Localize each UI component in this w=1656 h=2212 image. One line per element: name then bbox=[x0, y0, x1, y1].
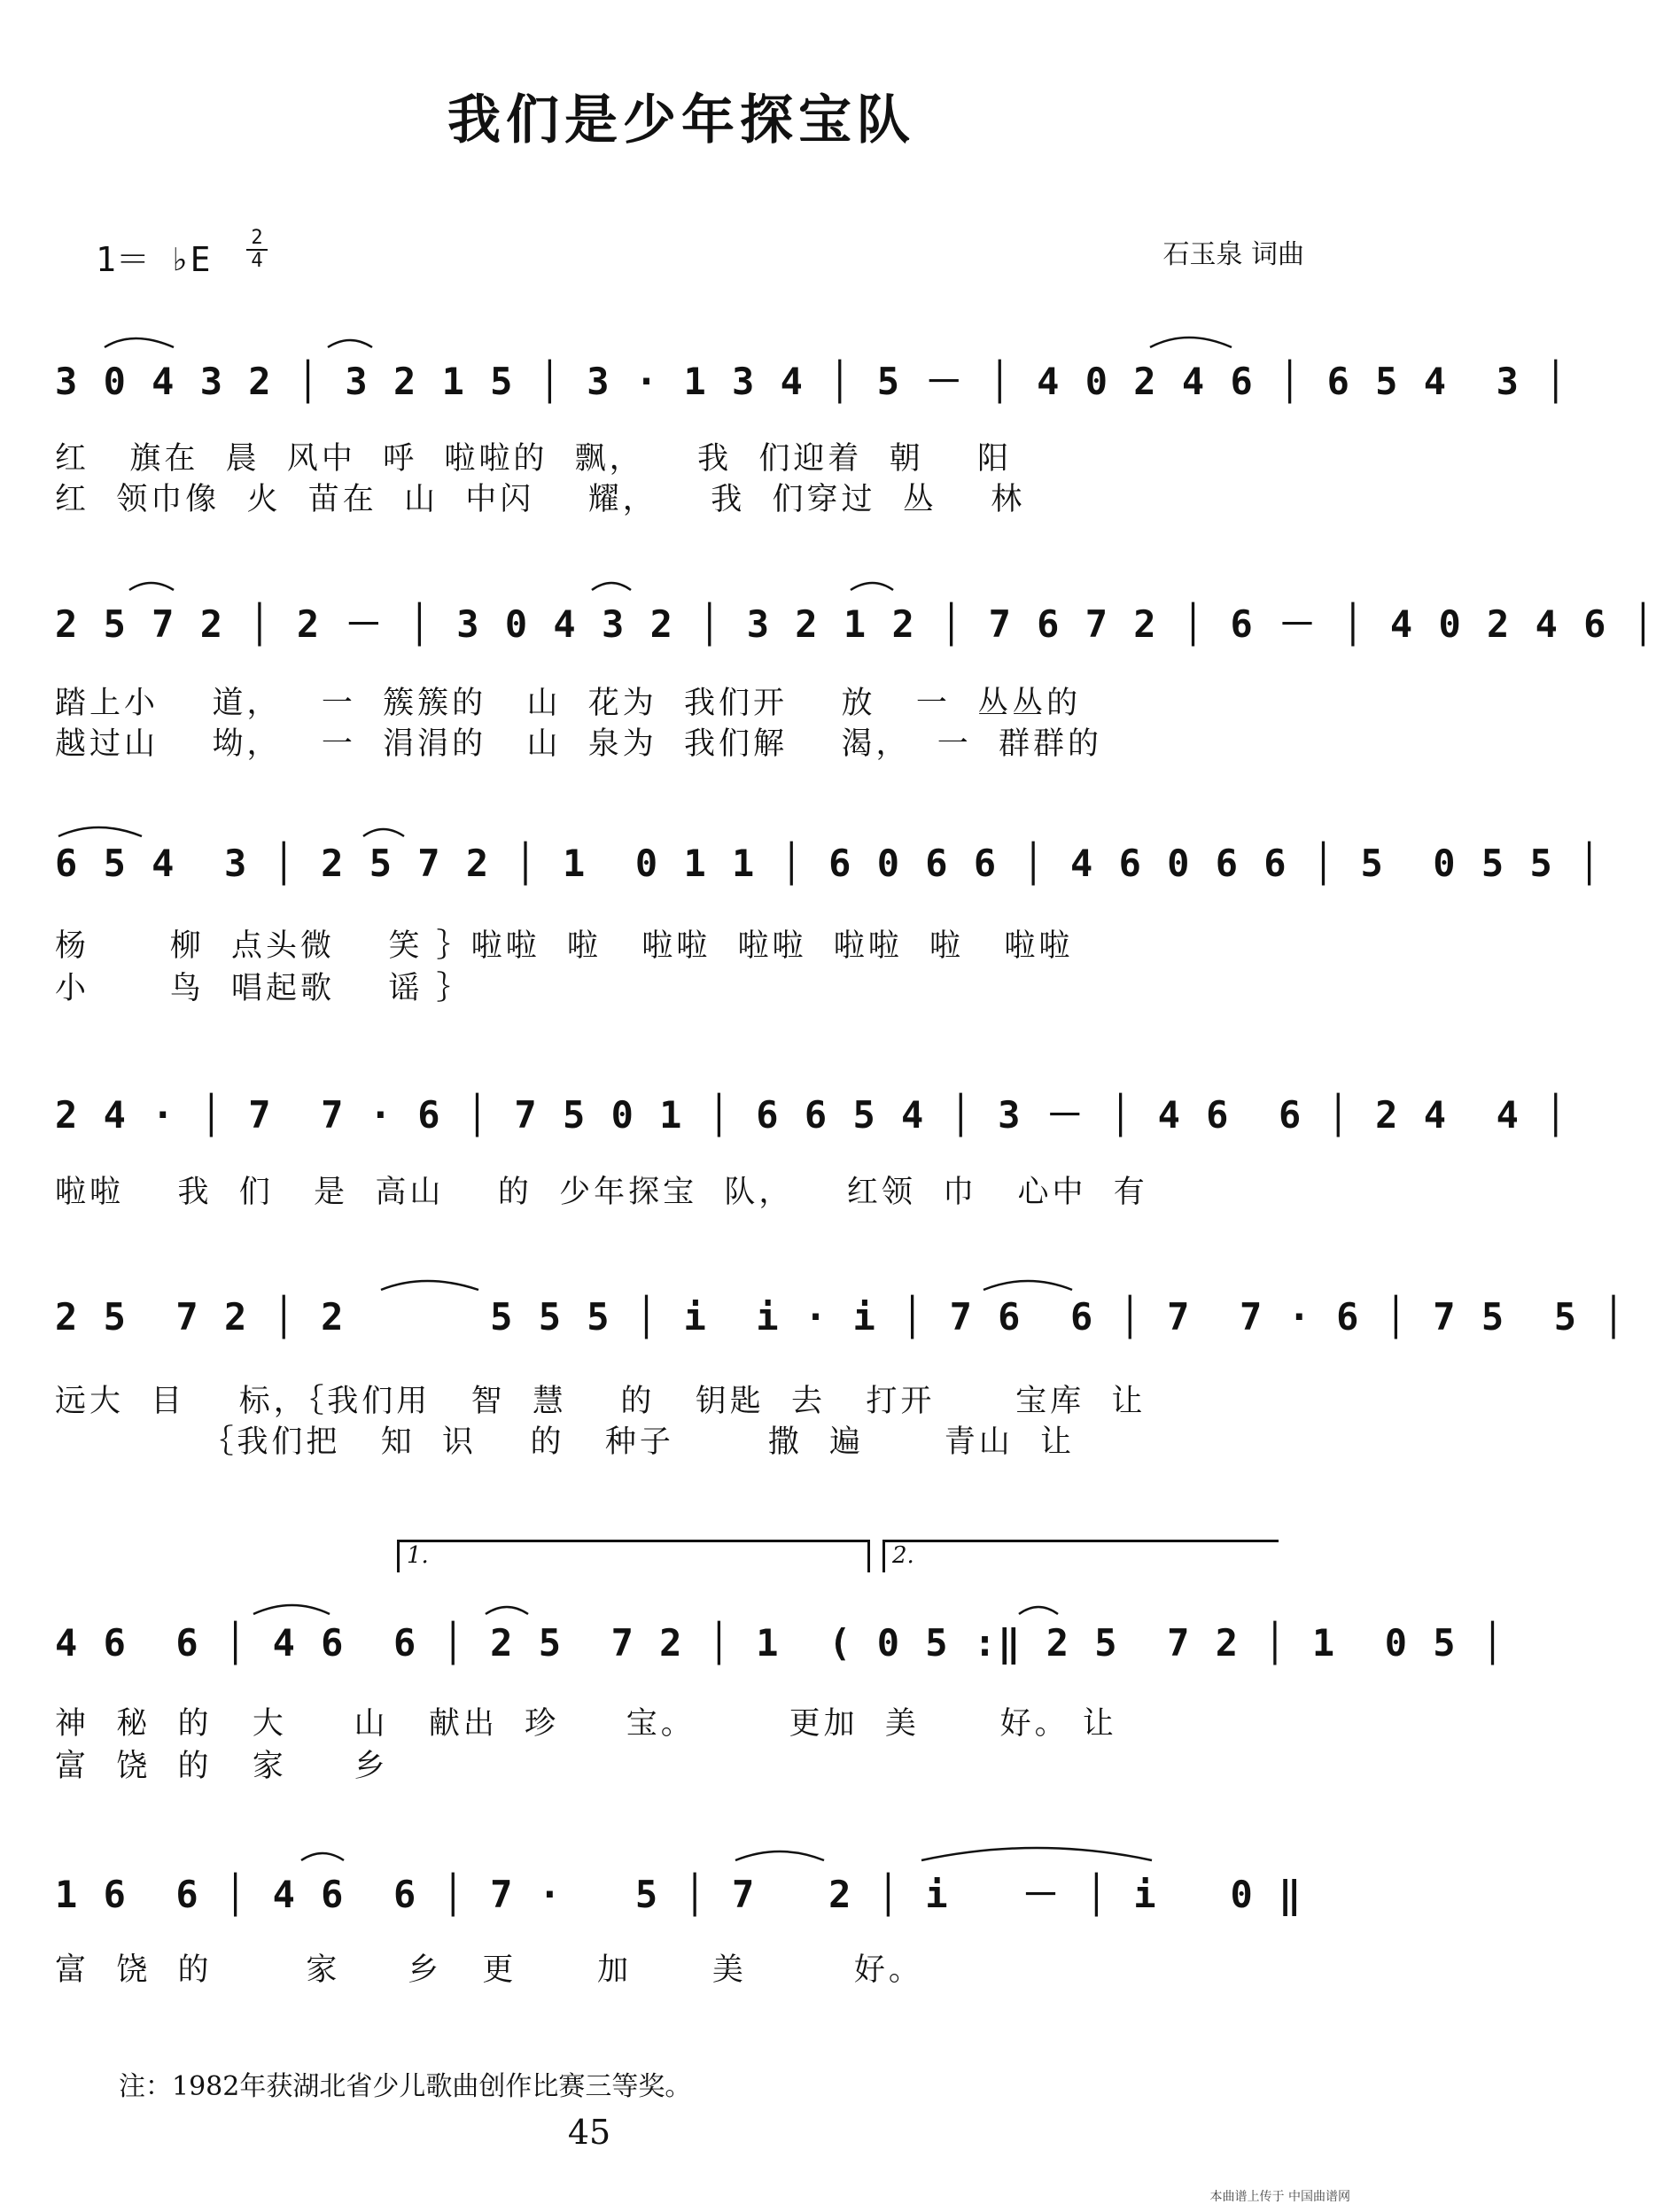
slur-arc bbox=[735, 1851, 824, 1860]
time-signature-top: 2 bbox=[251, 227, 263, 249]
slur-arc bbox=[1019, 1607, 1058, 1614]
lyric-line-6-verse-1: 神 秘 的 大 山 献出 珍 宝。 更加 美 好。 让 bbox=[55, 1706, 1117, 1742]
staff-line-4: 2 4 · │ 7 7 · 6 │ 7 5 0 1 │ 6 6 5 4 │ 3 － │ 4 6 6 │ 2 4 4 │ bbox=[55, 1093, 1569, 1137]
lyric-line-3-verse-2: 小 鸟 唱起歌 谣 ｝ bbox=[55, 971, 471, 1006]
lyric-line-1-verse-2: 红 领巾像 火 苗在 山 中闪 耀， 我 们穿过 丛 林 bbox=[55, 482, 1026, 517]
slur-arc bbox=[253, 1605, 330, 1614]
footnote: 注：1982年获湖北省少儿歌曲创作比赛三等奖。 bbox=[119, 2071, 692, 2102]
lyric-line-2-verse-2: 越过山 坳， 一 涓涓的 山 泉为 我们解 渴， 一 群群的 bbox=[55, 726, 1103, 762]
slur-arc bbox=[381, 1281, 478, 1290]
time-signature-bottom: 4 bbox=[251, 250, 263, 272]
slur-arc bbox=[1150, 338, 1232, 347]
lyric-line-2-verse-1: 踏上小 道， 一 簇簇的 山 花为 我们开 放 一 丛丛的 bbox=[55, 686, 1082, 721]
lyric-line-5-verse-2: ｛我们把 知 识 的 种子 撒 遍 青山 让 bbox=[55, 1424, 1076, 1460]
key-signature: 1＝ ♭E bbox=[96, 240, 211, 279]
second-ending-label: 2. bbox=[892, 1542, 914, 1569]
slur-arc bbox=[129, 583, 174, 590]
lyric-line-3-verse-1: 杨 柳 点头微 笑 ｝啦啦 啦 啦啦 啦啦 啦啦 啦 啦啦 bbox=[55, 928, 1074, 964]
slur-arc bbox=[851, 583, 893, 590]
lyric-line-5-verse-1: 远大 目 标，｛我们用 智 慧 的 钥匙 去 打开 宝库 让 bbox=[55, 1384, 1147, 1419]
lyric-line-1-verse-1: 红 旗在 晨 风中 呼 啦啦的 飘， 我 们迎着 朝 阳 bbox=[55, 441, 1013, 477]
song-title: 我们是少年探宝队 bbox=[447, 89, 915, 151]
slur-arc bbox=[363, 829, 404, 836]
slur-arc bbox=[58, 827, 142, 836]
lyric-line-7-verse-1: 富 饶 的 家 乡 更 加 美 好。 bbox=[55, 1952, 923, 1988]
slur-arc bbox=[486, 1607, 528, 1614]
staff-line-6: 4 6 6 │ 4 6 6 │ 2 5 7 2 │ 1 ( 0 5 :‖ 2 5 7 2 │ 1 0 5 │ bbox=[55, 1621, 1506, 1665]
author-credit: 石玉泉 词曲 bbox=[1162, 239, 1304, 270]
page-number: 45 bbox=[567, 2113, 611, 2152]
staff-line-1: 3 0 4 3 2 │ 3 2 1 5 │ 3 · 1 3 4 │ 5 － │ 4 0 2 4 6 │ 6 5 4 3 │ bbox=[55, 360, 1569, 403]
lyric-line-6-verse-2: 富 饶 的 家 乡 bbox=[55, 1749, 389, 1784]
staff-line-7: 1 6 6 │ 4 6 6 │ 7 · 5 │ 7 2 │ i － │ i 0 ‖ bbox=[55, 1873, 1303, 1916]
slur-arc bbox=[328, 340, 372, 347]
staff-line-5: 2 5 7 2 │ 2 5 5 5 │ i i · i │ 7 6 6 │ 7 7 · 6 │ 7 5 5 │ bbox=[55, 1295, 1627, 1339]
slur-arc bbox=[921, 1848, 1152, 1860]
slur-arc bbox=[301, 1853, 344, 1860]
slur-arc bbox=[105, 338, 174, 347]
lyric-line-4-verse-1: 啦啦 我 们 是 高山 的 少年探宝 队， 红领 巾 心中 有 bbox=[55, 1175, 1148, 1210]
slur-arc bbox=[983, 1281, 1072, 1290]
source-footer: 本曲谱上传于 中国曲谱网 bbox=[1209, 2190, 1350, 2204]
staff-line-2: 2 5 7 2 │ 2 － │ 3 0 4 3 2 │ 3 2 1 2 │ 7 6 7 2 │ 6 － │ 4 0 2 4 6 │ bbox=[55, 602, 1656, 646]
first-ending-label: 1. bbox=[407, 1542, 429, 1569]
slur-arc bbox=[592, 583, 631, 590]
staff-line-3: 6 5 4 3 │ 2 5 7 2 │ 1 0 1 1 │ 6 0 6 6 │ 4 6 0 6 6 │ 5 0 5 5 │ bbox=[55, 842, 1603, 885]
